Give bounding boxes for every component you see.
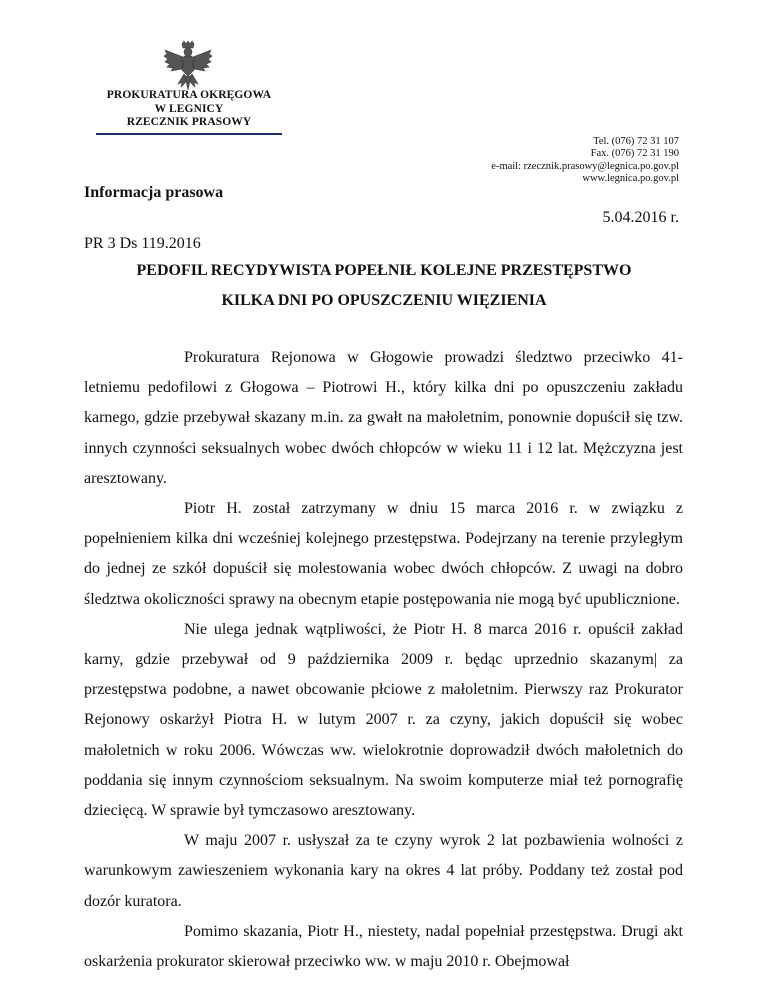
contact-block: [491, 136, 679, 185]
org-line-3: RZECZNIK PRASOWY: [126, 116, 252, 128]
headline-line-2: KILKA DNI PO OPUSZCZENIU WIĘZIENIA: [221, 292, 547, 309]
polish-eagle-emblem-icon: [163, 40, 213, 92]
organization-name: [98, 89, 280, 130]
paragraph-3: Nie ulega jednak wątpliwości, że Piotr H. 8 marca 2016 r. opuścił zakład karny, gdzie przebywał od 9 października 2009 r. będąc uprzednio skazanym| za przestępstwa podobne, a nawet obcowanie płciowe z małoletnim. Pierwszy raz Prokurator Rejonowy oskarżył Piotra H. w lutym 2007 r. za czyny, jakich dopuścił się wobec małoletnich w roku 2006. Wówczas ww. wielokrotnie doprowadził dwóch małoletnich do poddania się innym czynnościom seksualnym. Na swoim komputerze miał też pornografię dziecięcą. W sprawie był tymczasowo aresztowany.: [84, 620, 683, 820]
article-body: [84, 343, 683, 977]
paragraph-2: Piotr H. został zatrzymany w dniu 15 marca 2016 r. w związku z popełnieniem kilka dni wcześniej kolejnego przestępstwa. Podejrzany na terenie przyległym do jednej ze szkół dopuścił się molestowania wobec dwóch chłopców. Z uwagi na dobro śledztwa okoliczności sprawy na obecnym etapie postępowania nie mogą być upublicznione.: [84, 500, 683, 608]
paragraph-4: W maju 2007 r. usłyszał za te czyny wyrok 2 lat pozbawienia wolności z warunkowym zawieszeniem wykonania kary na okres 4 lat próby. Poddany też został pod dozór kuratora.: [84, 832, 683, 910]
paragraph-5: Pomimo skazania, Piotr H., niestety, nadal popełniał przestępstwa. Drugi akt oskarżenia prokurator skierował przeciwko ww. w maju 2010 r. Obejmował: [84, 922, 683, 971]
contact-phone: Tel. (076) 72 31 107: [593, 136, 679, 147]
document-type-label: Informacja prasowa: [84, 184, 224, 201]
headline-line-1: PEDOFIL RECYDYWISTA POPEŁNIŁ KOLEJNE PRZESTĘPSTWO: [136, 262, 632, 279]
org-line-2: W LEGNICY: [154, 102, 224, 115]
paragraph-1: Prokuratura Rejonowa w Głogowie prowadzi śledztwo przeciwko 41-letniemu pedofilowi z Głogowa – Piotrowi H., który kilka dni po opuszczeniu zakładu karnego, gdzie przebywał skazany m.in. za gwałt na małoletnim, ponownie dopuścił się tzw. innych czynności seksualnych wobec dwóch chłopców w wieku 11 i 12 lat. Mężczyzna jest aresztowany.: [84, 349, 683, 487]
case-number: PR 3 Ds 119.2016: [84, 235, 201, 252]
contact-email: e-mail: rzecznik.prasowy@legnica.po.gov.pl: [491, 160, 679, 172]
contact-fax: Fax. (076) 72 31 190: [590, 148, 679, 160]
document-date: 5.04.2016 r.: [602, 209, 679, 226]
contact-website: www.legnica.po.gov.pl: [582, 172, 679, 184]
org-line-1: PROKURATURA OKRĘGOWA: [106, 89, 272, 101]
header-divider: [96, 133, 282, 135]
